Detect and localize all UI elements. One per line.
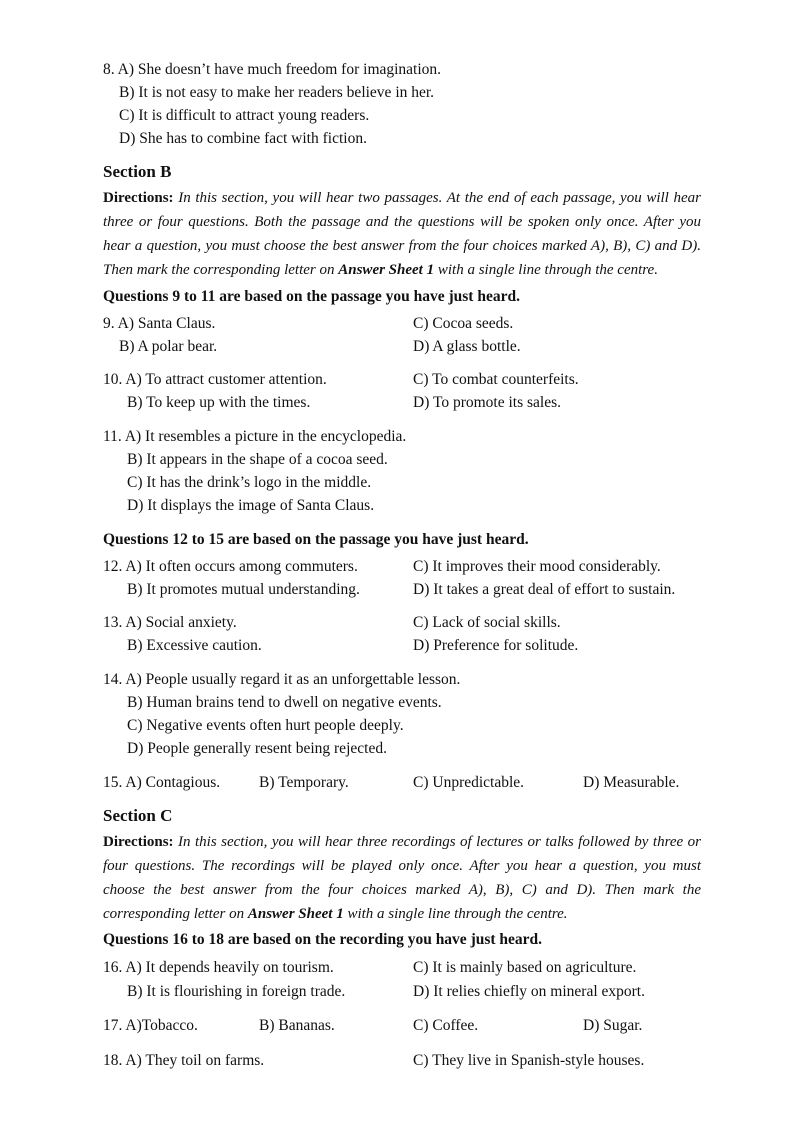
q10-option-d: D) To promote its sales. <box>413 394 562 411</box>
q15-option-b: B) Temporary. <box>259 774 349 791</box>
q14-option-c: C) Negative events often hurt people deeply. <box>127 717 404 734</box>
directions-text-end: with a single line through the centre. <box>343 906 568 922</box>
q12-option-a: 12. A) It often occurs among commuters. <box>103 558 358 575</box>
q15-option-c: C) Unpredictable. <box>413 774 525 791</box>
section-c-directions <box>103 830 701 926</box>
answer-sheet-ref: Answer Sheet 1 <box>247 906 344 922</box>
directions-label: Directions: <box>103 834 174 850</box>
directions-text: In this section, you will hear two passages. At the end of each passage, you will hear three or four questions. Both the passage and the questions will be spoken only once. After you hear a question, you must choose the best answer from the four choices marked A), B), C) and D). Then mark the corresponding letter on <box>103 190 701 278</box>
q15-option-a: 15. A) Contagious. <box>103 774 221 791</box>
question-group-heading: Questions 12 to 15 are based on the passage you have just heard. <box>103 531 529 548</box>
q11-option-b: B) It appears in the shape of a cocoa seed. <box>127 451 388 468</box>
directions-text-end: with a single line through the centre. <box>434 262 658 278</box>
q9-option-c: C) Cocoa seeds. <box>413 315 514 332</box>
q11-option-c: C) It has the drink’s logo in the middle. <box>127 474 372 491</box>
q14-option-a: 14. A) People usually regard it as an unforgettable lesson. <box>103 671 461 688</box>
question-group-heading: Questions 16 to 18 are based on the recording you have just heard. <box>103 931 543 948</box>
q13-option-a: 13. A) Social anxiety. <box>103 614 237 631</box>
q11-option-d: D) It displays the image of Santa Claus. <box>127 497 375 514</box>
q8-option-d: D) She has to combine fact with fiction. <box>119 130 367 147</box>
q17-option-d: D) Sugar. <box>583 1017 643 1034</box>
directions-label: Directions: <box>103 190 174 206</box>
directions-text: In this section, you will hear three recordings of lectures or talks followed by three or four questions. The recordings will be played only once. After you hear a question, you must choose the best answer from the four choices marked A), B), C) and D). Then mark the corresponding letter on <box>103 834 702 922</box>
q12-option-b: B) It promotes mutual understanding. <box>127 581 360 598</box>
q9-option-a: 9. A) Santa Claus. <box>103 315 216 332</box>
answer-sheet-ref: Answer Sheet 1 <box>338 262 435 278</box>
q13-option-d: D) Preference for solitude. <box>413 637 579 654</box>
q9-option-d: D) A glass bottle. <box>413 338 521 355</box>
section-b-directions <box>103 186 701 282</box>
q16-option-a: 16. A) It depends heavily on tourism. <box>103 959 334 976</box>
q12-option-c: C) It improves their mood considerably. <box>413 558 661 575</box>
q8-option-c: C) It is difficult to attract young readers. <box>119 107 370 124</box>
q10-option-c: C) To combat counterfeits. <box>413 371 579 388</box>
q10-option-a: 10. A) To attract customer attention. <box>103 371 327 388</box>
q17-option-a: 17. A)Tobacco. <box>103 1017 198 1034</box>
q9-option-b: B) A polar bear. <box>119 338 218 355</box>
q13-option-b: B) Excessive caution. <box>127 637 262 654</box>
q14-option-b: B) Human brains tend to dwell on negative events. <box>127 694 442 711</box>
q11-option-a: 11. A) It resembles a picture in the encyclopedia. <box>103 428 407 445</box>
section-b-title: Section B <box>103 162 172 181</box>
q13-option-c: C) Lack of social skills. <box>413 614 561 631</box>
q14-option-d: D) People generally resent being rejected. <box>127 740 387 757</box>
q16-option-d: D) It relies chiefly on mineral export. <box>413 983 645 1000</box>
q18-option-a: 18. A) They toil on farms. <box>103 1052 265 1069</box>
q16-option-c: C) It is mainly based on agriculture. <box>413 959 637 976</box>
question-group-heading: Questions 9 to 11 are based on the passage you have just heard. <box>103 288 520 305</box>
q8-option-a: 8. A) She doesn’t have much freedom for imagination. <box>103 61 442 78</box>
q16-option-b: B) It is flourishing in foreign trade. <box>127 983 346 1000</box>
section-c-title: Section C <box>103 806 173 825</box>
q17-option-b: B) Bananas. <box>259 1017 335 1034</box>
q8-option-b: B) It is not easy to make her readers believe in her. <box>119 84 435 101</box>
q18-option-c: C) They live in Spanish-style houses. <box>413 1052 645 1069</box>
q10-option-b: B) To keep up with the times. <box>127 394 311 411</box>
q17-option-c: C) Coffee. <box>413 1017 479 1034</box>
q15-option-d: D) Measurable. <box>583 774 680 791</box>
q12-option-d: D) It takes a great deal of effort to sustain. <box>413 581 676 598</box>
